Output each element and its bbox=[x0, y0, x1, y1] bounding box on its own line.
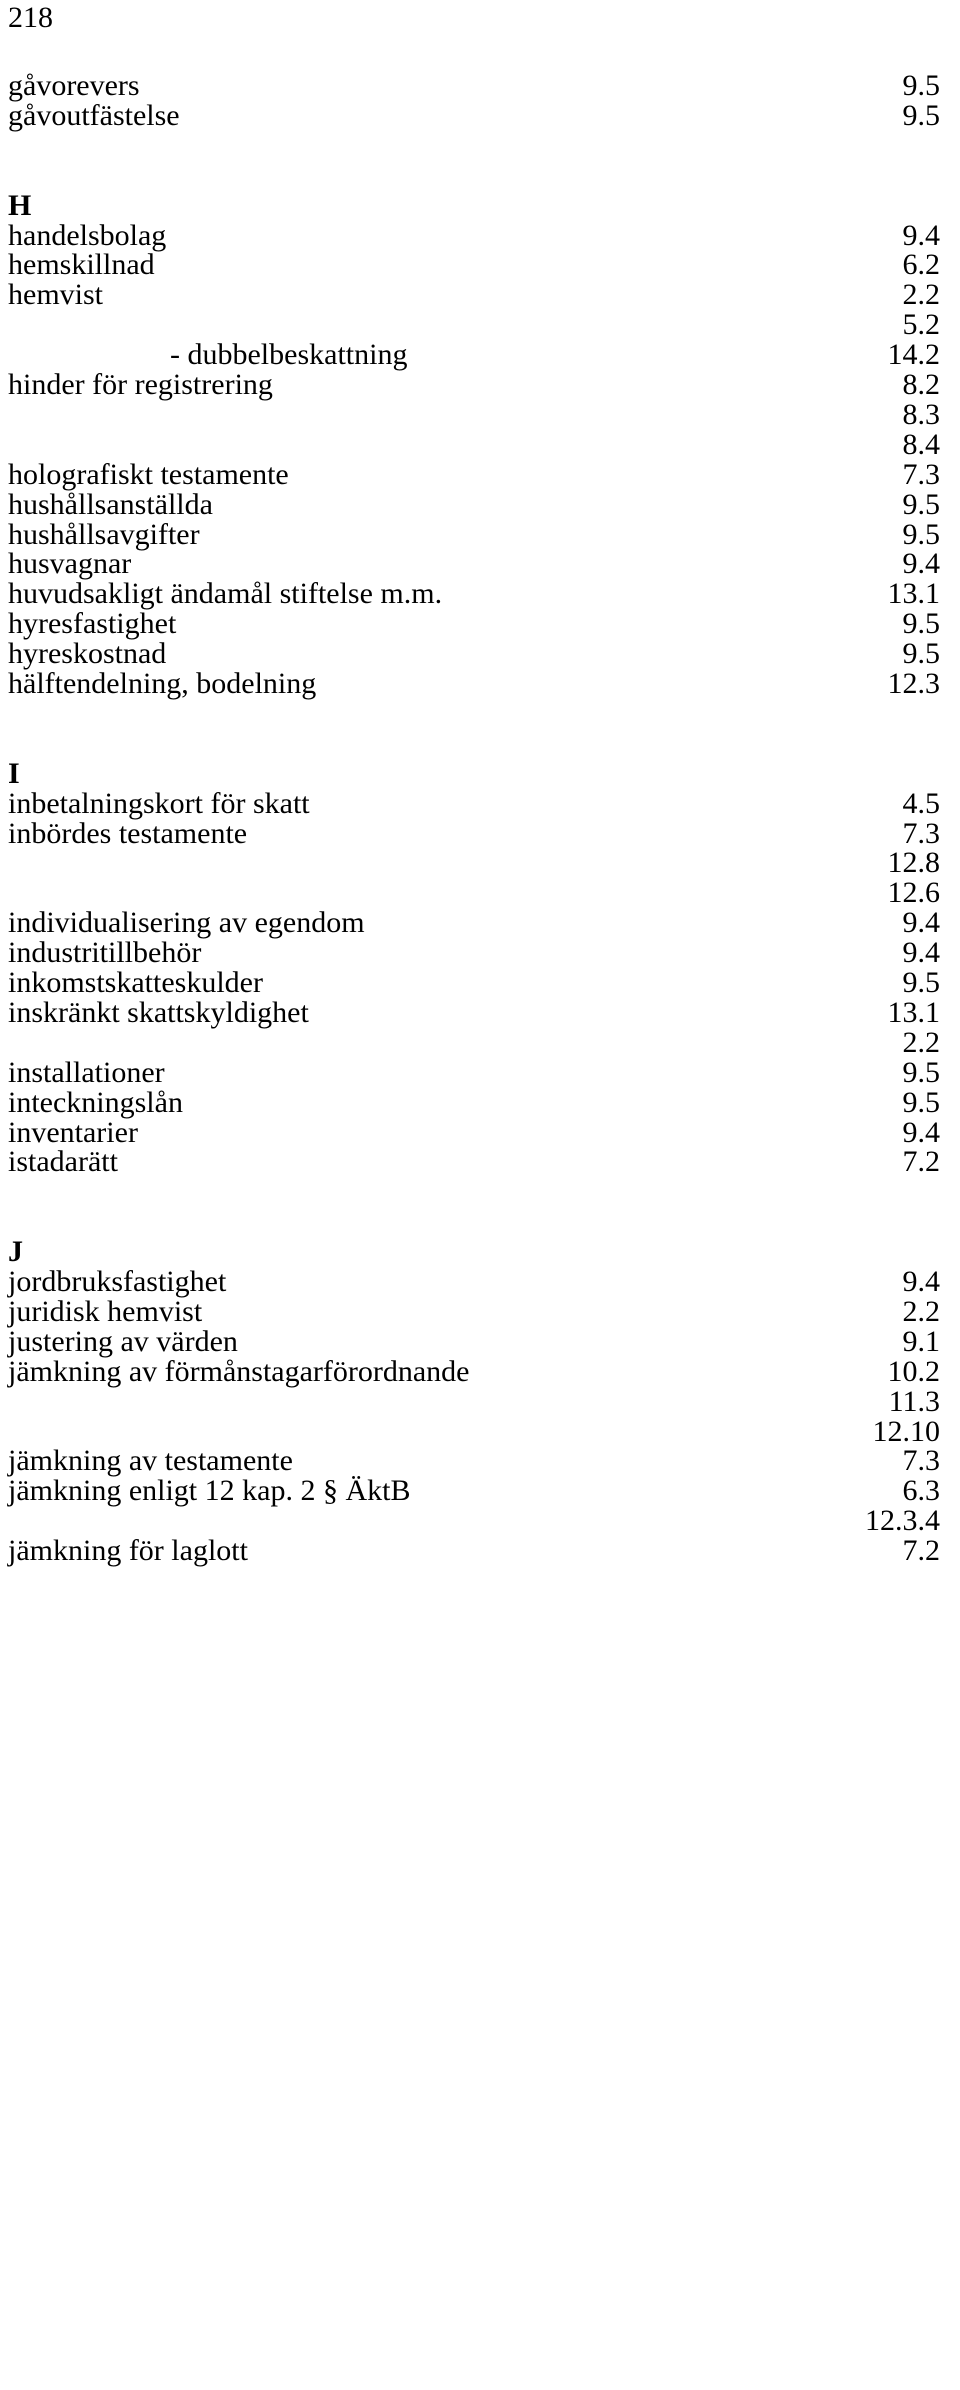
index-reference: 6.3 bbox=[902, 1474, 940, 1508]
index-term: hemskillnad bbox=[8, 248, 155, 282]
section-heading: I bbox=[8, 756, 20, 790]
index-reference: 9.4 bbox=[902, 218, 940, 252]
index-reference: 12.3.4 bbox=[865, 1504, 940, 1538]
index-reference: 7.3 bbox=[902, 457, 940, 491]
index-term: holografiskt testamente bbox=[8, 457, 289, 491]
index-reference: 8.4 bbox=[902, 427, 940, 461]
index-reference: 9.5 bbox=[902, 607, 940, 641]
index-reference: 9.4 bbox=[902, 1115, 940, 1149]
index-term: inbördes testamente bbox=[8, 816, 248, 850]
index-term: gåvorevers bbox=[8, 69, 140, 102]
page-number: 218 bbox=[8, 1, 53, 34]
index-term: inbetalningskort för skatt bbox=[8, 786, 310, 820]
index-term: inkomstskatteskulder bbox=[8, 966, 263, 999]
index-reference: 13.1 bbox=[887, 577, 940, 611]
index-reference: 8.2 bbox=[902, 368, 940, 401]
index-reference: 11.3 bbox=[888, 1384, 940, 1418]
index-term: jämkning för laglott bbox=[8, 1534, 248, 1568]
index-term: istadarätt bbox=[8, 1145, 118, 1179]
index-reference: 9.5 bbox=[902, 517, 940, 551]
index-reference: 12.6 bbox=[887, 876, 940, 910]
index-reference: 12.10 bbox=[872, 1414, 940, 1448]
index-reference: 9.5 bbox=[902, 1055, 940, 1089]
index-reference: 9.4 bbox=[902, 906, 940, 940]
index-term: jämkning enligt 12 kap. 2 § ÄktB bbox=[8, 1474, 411, 1508]
index-reference: 9.4 bbox=[902, 547, 940, 581]
index-term: industritillbehör bbox=[8, 936, 202, 970]
index-reference: 8.3 bbox=[902, 397, 940, 431]
index-term: husvagnar bbox=[8, 547, 132, 581]
section-heading: J bbox=[8, 1235, 23, 1269]
index-reference: 2.2 bbox=[902, 1294, 940, 1328]
index-term: hyreskostnad bbox=[8, 637, 167, 671]
index-term: jämkning av förmånstagarförordnande bbox=[8, 1354, 470, 1388]
index-reference: 13.1 bbox=[887, 995, 940, 1029]
index-term: justering av värden bbox=[8, 1324, 238, 1358]
index-term: jordbruksfastighet bbox=[8, 1265, 227, 1298]
index-term: inventarier bbox=[8, 1115, 138, 1149]
index-term: - dubbelbeskattning bbox=[170, 338, 408, 372]
index-reference: 2.2 bbox=[902, 278, 940, 312]
index-term: individualisering av egendom bbox=[8, 906, 365, 940]
index-reference: 4.5 bbox=[902, 786, 940, 820]
index-reference: 9.5 bbox=[902, 1085, 940, 1119]
index-term: hemvist bbox=[8, 278, 103, 312]
index-reference: 10.2 bbox=[887, 1354, 940, 1388]
index-term: gåvoutfästelse bbox=[8, 98, 180, 132]
index-reference: 14.2 bbox=[887, 338, 940, 372]
index-reference: 9.5 bbox=[902, 637, 940, 671]
index-term: juridisk hemvist bbox=[8, 1294, 203, 1328]
index-reference: 12.8 bbox=[887, 846, 940, 880]
index-reference: 7.3 bbox=[902, 1444, 940, 1478]
index-reference: 2.2 bbox=[902, 1025, 940, 1059]
index-reference: 5.2 bbox=[902, 308, 940, 342]
index-term: hinder för registrering bbox=[8, 368, 273, 401]
index-reference: 9.5 bbox=[902, 487, 940, 521]
index-term: handelsbolag bbox=[8, 218, 167, 252]
index-term: hälftendelning, bodelning bbox=[8, 667, 317, 700]
index-reference: 9.1 bbox=[902, 1324, 940, 1358]
index-reference: 9.4 bbox=[902, 1265, 940, 1298]
index-term: hushållsanställda bbox=[8, 487, 213, 521]
index-term: huvudsakligt ändamål stiftelse m.m. bbox=[8, 577, 443, 611]
index-reference: 9.5 bbox=[902, 966, 940, 999]
index-reference: 12.3 bbox=[887, 667, 940, 700]
section-heading: H bbox=[8, 188, 32, 222]
index-term: inteckningslån bbox=[8, 1085, 183, 1119]
index-term: jämkning av testamente bbox=[8, 1444, 293, 1478]
index-term: inskränkt skattskyldighet bbox=[8, 995, 309, 1029]
index-reference: 9.4 bbox=[902, 936, 940, 970]
index-reference: 7.2 bbox=[902, 1534, 940, 1568]
index-reference: 9.5 bbox=[902, 98, 940, 132]
index-reference: 7.3 bbox=[902, 816, 940, 850]
index-reference: 9.5 bbox=[902, 69, 940, 102]
index-reference: 6.2 bbox=[902, 248, 940, 282]
index-term: hyresfastighet bbox=[8, 607, 177, 641]
index-reference: 7.2 bbox=[902, 1145, 940, 1179]
index-term: installationer bbox=[8, 1055, 165, 1089]
index-term: hushållsavgifter bbox=[8, 517, 200, 551]
